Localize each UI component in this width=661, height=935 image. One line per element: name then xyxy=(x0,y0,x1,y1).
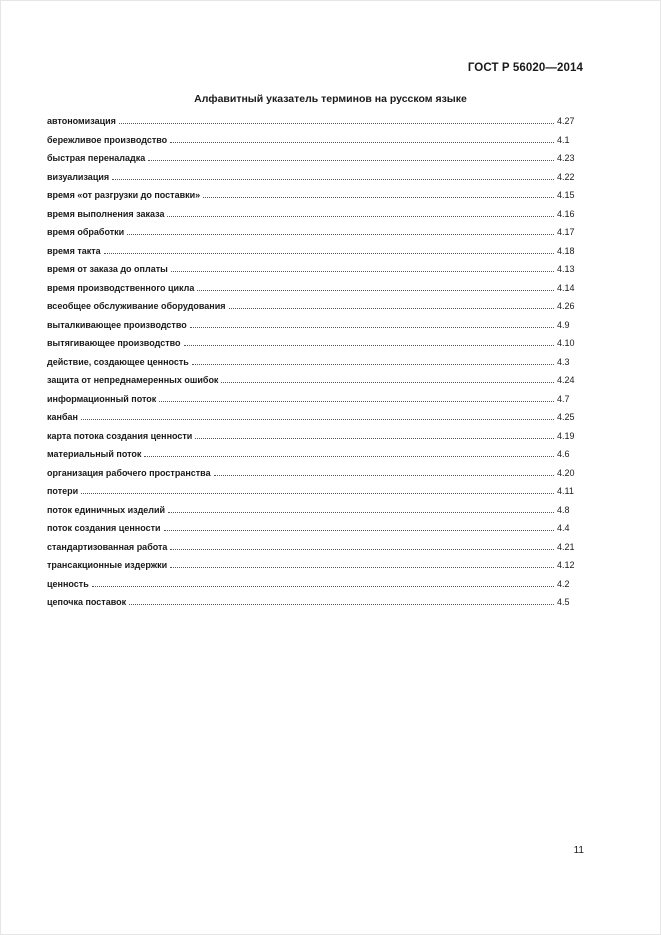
dot-leader xyxy=(81,493,554,494)
index-term: защита от непреднамеренных ошибок xyxy=(47,375,219,385)
index-reference: 4.9 xyxy=(557,319,570,330)
page-title: Алфавитный указатель терминов на русском языке xyxy=(194,93,467,105)
index-reference: 4.21 xyxy=(557,541,575,552)
index-entry xyxy=(47,264,585,283)
index-term: время «от разгрузки до поставки» xyxy=(47,190,201,200)
dot-leader xyxy=(92,586,554,587)
index-reference: 4.1 xyxy=(557,134,570,145)
index-entry xyxy=(47,283,585,302)
index-reference: 4.26 xyxy=(557,301,575,311)
index-entry xyxy=(47,542,585,561)
index-reference: 4.3 xyxy=(557,356,570,367)
index-reference: 4.23 xyxy=(557,153,575,163)
dot-leader xyxy=(197,290,554,291)
index-reference: 4.15 xyxy=(557,190,575,200)
index-reference: 4.24 xyxy=(557,375,575,385)
index-term: время производственного цикла xyxy=(47,282,195,293)
dot-leader xyxy=(144,456,554,457)
index-reference: 4.18 xyxy=(557,245,575,256)
dot-leader xyxy=(104,253,554,254)
index-entry xyxy=(47,116,585,135)
index-term: поток создания ценности xyxy=(47,523,161,533)
index-term: ценность xyxy=(47,578,89,589)
index-entry xyxy=(47,597,585,616)
index-term: материальный поток xyxy=(47,449,142,459)
index-entry xyxy=(47,579,585,598)
dot-leader xyxy=(214,475,554,476)
dot-leader xyxy=(119,123,554,124)
dot-leader xyxy=(168,512,554,513)
index-term: время выполнения заказа xyxy=(47,208,165,219)
index-entry xyxy=(47,505,585,524)
index-term: поток единичных изделий xyxy=(47,504,166,515)
term-index-list xyxy=(47,116,585,616)
index-entry xyxy=(47,301,585,320)
index-term: визуализация xyxy=(47,171,110,182)
dot-leader xyxy=(221,382,554,383)
index-term: стандартизованная работа xyxy=(47,541,168,552)
page-number: 11 xyxy=(573,845,584,856)
index-term: трансакционные издержки xyxy=(47,560,168,570)
dot-leader xyxy=(229,308,554,309)
index-entry xyxy=(47,153,585,172)
index-entry xyxy=(47,135,585,154)
index-reference: 4.19 xyxy=(557,430,575,441)
dot-leader xyxy=(171,271,554,272)
index-term: время от заказа до оплаты xyxy=(47,264,168,274)
index-entry xyxy=(47,320,585,339)
index-entry xyxy=(47,209,585,228)
dot-leader xyxy=(167,216,554,217)
index-term: быстрая переналадка xyxy=(47,153,146,163)
dot-leader xyxy=(170,567,554,568)
index-entry xyxy=(47,227,585,246)
index-reference: 4.17 xyxy=(557,227,575,237)
index-entry xyxy=(47,394,585,413)
index-entry xyxy=(47,375,585,394)
index-term: время такта xyxy=(47,245,101,256)
index-term: действие, создающее ценность xyxy=(47,356,189,367)
dot-leader xyxy=(170,549,554,550)
index-term: выталкивающее производство xyxy=(47,319,187,330)
dot-leader xyxy=(184,345,554,346)
index-entry xyxy=(47,560,585,579)
index-reference: 4.16 xyxy=(557,208,575,219)
index-entry xyxy=(47,412,585,431)
index-term: информационный поток xyxy=(47,393,157,404)
index-term: цепочка поставок xyxy=(47,597,127,607)
index-term: карта потока создания ценности xyxy=(47,430,193,441)
dot-leader xyxy=(81,419,554,420)
index-reference: 4.5 xyxy=(557,597,570,607)
index-term: всеобщее обслуживание оборудования xyxy=(47,301,226,311)
index-entry xyxy=(47,172,585,191)
index-reference: 4.11 xyxy=(557,486,574,496)
index-reference: 4.7 xyxy=(557,393,570,404)
index-entry xyxy=(47,246,585,265)
dot-leader xyxy=(148,160,554,161)
index-entry xyxy=(47,431,585,450)
index-entry xyxy=(47,468,585,487)
dot-leader xyxy=(159,401,554,402)
dot-leader xyxy=(129,604,554,605)
index-entry xyxy=(47,486,585,505)
dot-leader xyxy=(170,142,554,143)
index-reference: 4.13 xyxy=(557,264,575,274)
dot-leader xyxy=(195,438,554,439)
dot-leader xyxy=(164,530,554,531)
dot-leader xyxy=(203,197,554,198)
index-term: вытягивающее производство xyxy=(47,338,181,348)
index-reference: 4.8 xyxy=(557,504,570,515)
index-term: потери xyxy=(47,486,79,496)
index-term: время обработки xyxy=(47,227,125,237)
index-reference: 4.20 xyxy=(557,467,575,478)
index-term: автономизация xyxy=(47,116,116,126)
index-reference: 4.2 xyxy=(557,578,570,589)
index-term: организация рабочего пространства xyxy=(47,467,211,478)
index-reference: 4.10 xyxy=(557,338,575,348)
index-entry xyxy=(47,449,585,468)
index-reference: 4.27 xyxy=(557,116,575,126)
index-reference: 4.12 xyxy=(557,560,575,570)
document-code: ГОСТ Р 56020—2014 xyxy=(467,62,583,74)
index-entry xyxy=(47,338,585,357)
index-reference: 4.6 xyxy=(557,449,570,459)
index-reference: 4.22 xyxy=(557,171,575,182)
index-reference: 4.4 xyxy=(557,523,570,533)
dot-leader xyxy=(192,364,554,365)
index-reference: 4.14 xyxy=(557,282,575,293)
index-entry xyxy=(47,523,585,542)
index-entry xyxy=(47,190,585,209)
index-entry xyxy=(47,357,585,376)
dot-leader xyxy=(190,327,554,328)
dot-leader xyxy=(112,179,554,180)
dot-leader xyxy=(127,234,554,235)
index-term: канбан xyxy=(47,412,78,422)
index-term: бережливое производство xyxy=(47,134,168,145)
index-reference: 4.25 xyxy=(557,412,575,422)
